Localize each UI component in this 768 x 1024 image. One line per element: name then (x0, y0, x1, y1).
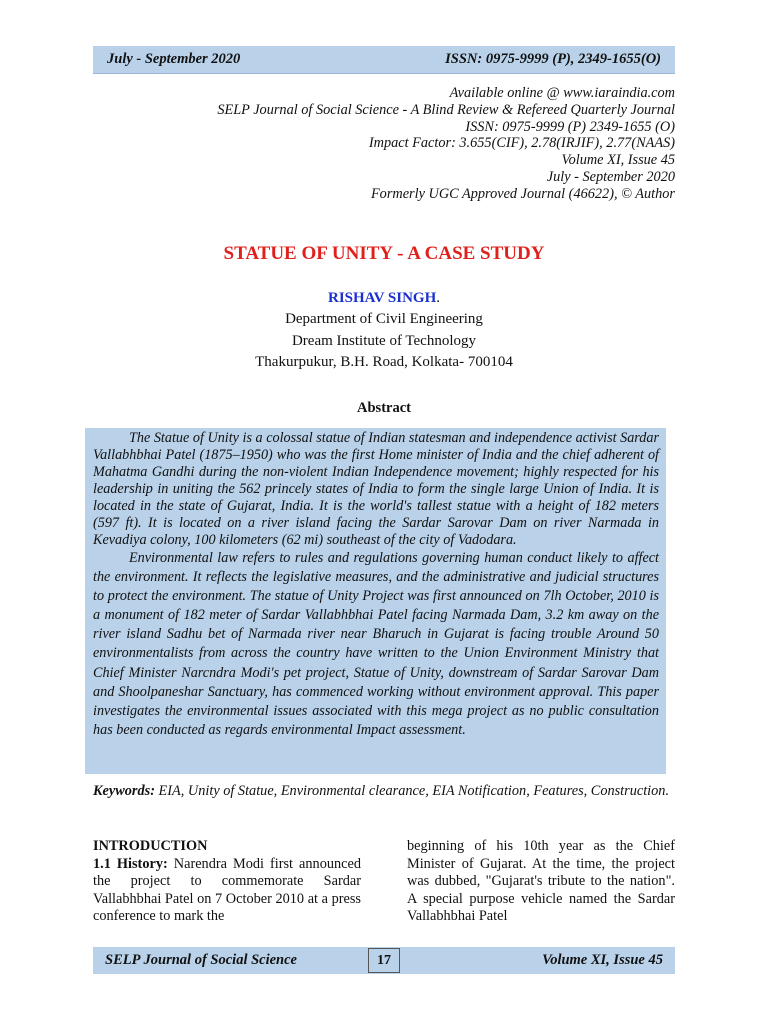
body-column-left (93, 838, 361, 926)
author-name: RISHAV SINGH (328, 290, 437, 306)
affiliation-department: Department of Civil Engineering (285, 311, 483, 328)
pubinfo-availability: Available online @ www.iaraindia.com (449, 85, 675, 101)
article-title: STATUE OF UNITY - A CASE STUDY (223, 243, 545, 264)
publication-info (217, 85, 675, 203)
page-number: 17 (368, 948, 400, 973)
author-suffix: . (436, 290, 440, 306)
affiliation-institute: Dream Institute of Technology (291, 332, 477, 349)
footer-volume: Volume XI, Issue 45 (542, 952, 663, 968)
keywords-label: Keywords: (93, 783, 155, 799)
pubinfo-impact-factor: Impact Factor: 3.655(CIF), 2.78(IRJIF), 2.77(NAAS) (368, 135, 675, 152)
pubinfo-volume: Volume XI, Issue 45 (561, 152, 675, 169)
author-line (0, 288, 768, 309)
body-column-right (407, 838, 675, 926)
author-block (0, 288, 768, 373)
keywords (93, 779, 675, 803)
abstract-paragraph: The Statue of Unity is a colossal statue of Indian statesman and independence activist Sardar Vallabhbhai Patel (1875–1950) who was the first Home minister of India and the chief adherent of Mahatma Gandhi during the non-violent Indian Independence movement; highly respected for his leadership in uniting the 562 princely states of India to form the single large Union of India. It is located in the state of Gujarat, India. It is the world's tallest statue with a height of 182 meters (597 ft). It is located on a river island facing the Sardar Sarovar Dam on river Narmada in Kevadiya colony, 100 kilometers (62 mi) southeast of the city of Vadodara. (93, 430, 659, 548)
footer-band (93, 947, 675, 974)
subsection-label: 1.1 History: (93, 855, 168, 872)
pubinfo-approval: Formerly UGC Approved Journal (46622), © Author (370, 185, 675, 202)
keywords-text: EIA, Unity of Statue, Environmental clearance, EIA Notification, Features, Construction. (154, 783, 670, 799)
pubinfo-journal: SELP Journal of Social Science - A Blind Review & Refereed Quarterly Journal (217, 101, 675, 118)
body-text-right: beginning of his 10th year as the Chief Minister of Gujarat. At the time, the project was dubbed, "Gujarat's tribute to the nation". A special purpose vehicle named the Sardar Vallabhbhai Patel (407, 838, 675, 925)
header-band (93, 46, 675, 74)
pubinfo-date: July - September 2020 (546, 168, 675, 185)
footer-journal: SELP Journal of Social Science (105, 952, 297, 968)
section-heading: INTRODUCTION (93, 838, 208, 854)
abstract-paragraph: Environmental law refers to rules and regulations governing human conduct likely to affect the environment. It reflects the legislative measures, and the administrative and judicial structures to protect the environment. The statue of Unity Project was first announced on 7lh October, 2010 is a monument of 182 meter of Sardar Vallabhbhai Patel facing Narmada Dam, 3.2 km away on the river island Sadhu bet of Narmada river near Bharuch in Gujarat is facing trouble Around 50 environmentalists from across the country have written to the Union Environment Ministry that Chief Minister Narcndra Modi's pet project, Statue of Unity, downstream of Sardar Sarovar Dam and Shoolpaneshar Sanctuary, has commenced working without environment approval. This paper investigates the environmental issues associated with this mega project as no public consultation has been conducted as regards environmental Impact assessment. (93, 550, 659, 738)
abstract-box (85, 428, 666, 774)
pubinfo-issn: ISSN: 0975-9999 (P) 2349-1655 (O) (465, 118, 675, 135)
header-date: July - September 2020 (107, 51, 241, 67)
header-issn: ISSN: 0975-9999 (P), 2349-1655(O) (445, 51, 661, 67)
body-text-left: Narendra Modi first announced the project to commemorate Sardar Vallabhbhai Patel on 7 October 2010 at a press conference to mark the (93, 855, 361, 925)
abstract-heading: Abstract (357, 400, 411, 416)
affiliation-address: Thakurpukur, B.H. Road, Kolkata- 700104 (255, 353, 513, 370)
